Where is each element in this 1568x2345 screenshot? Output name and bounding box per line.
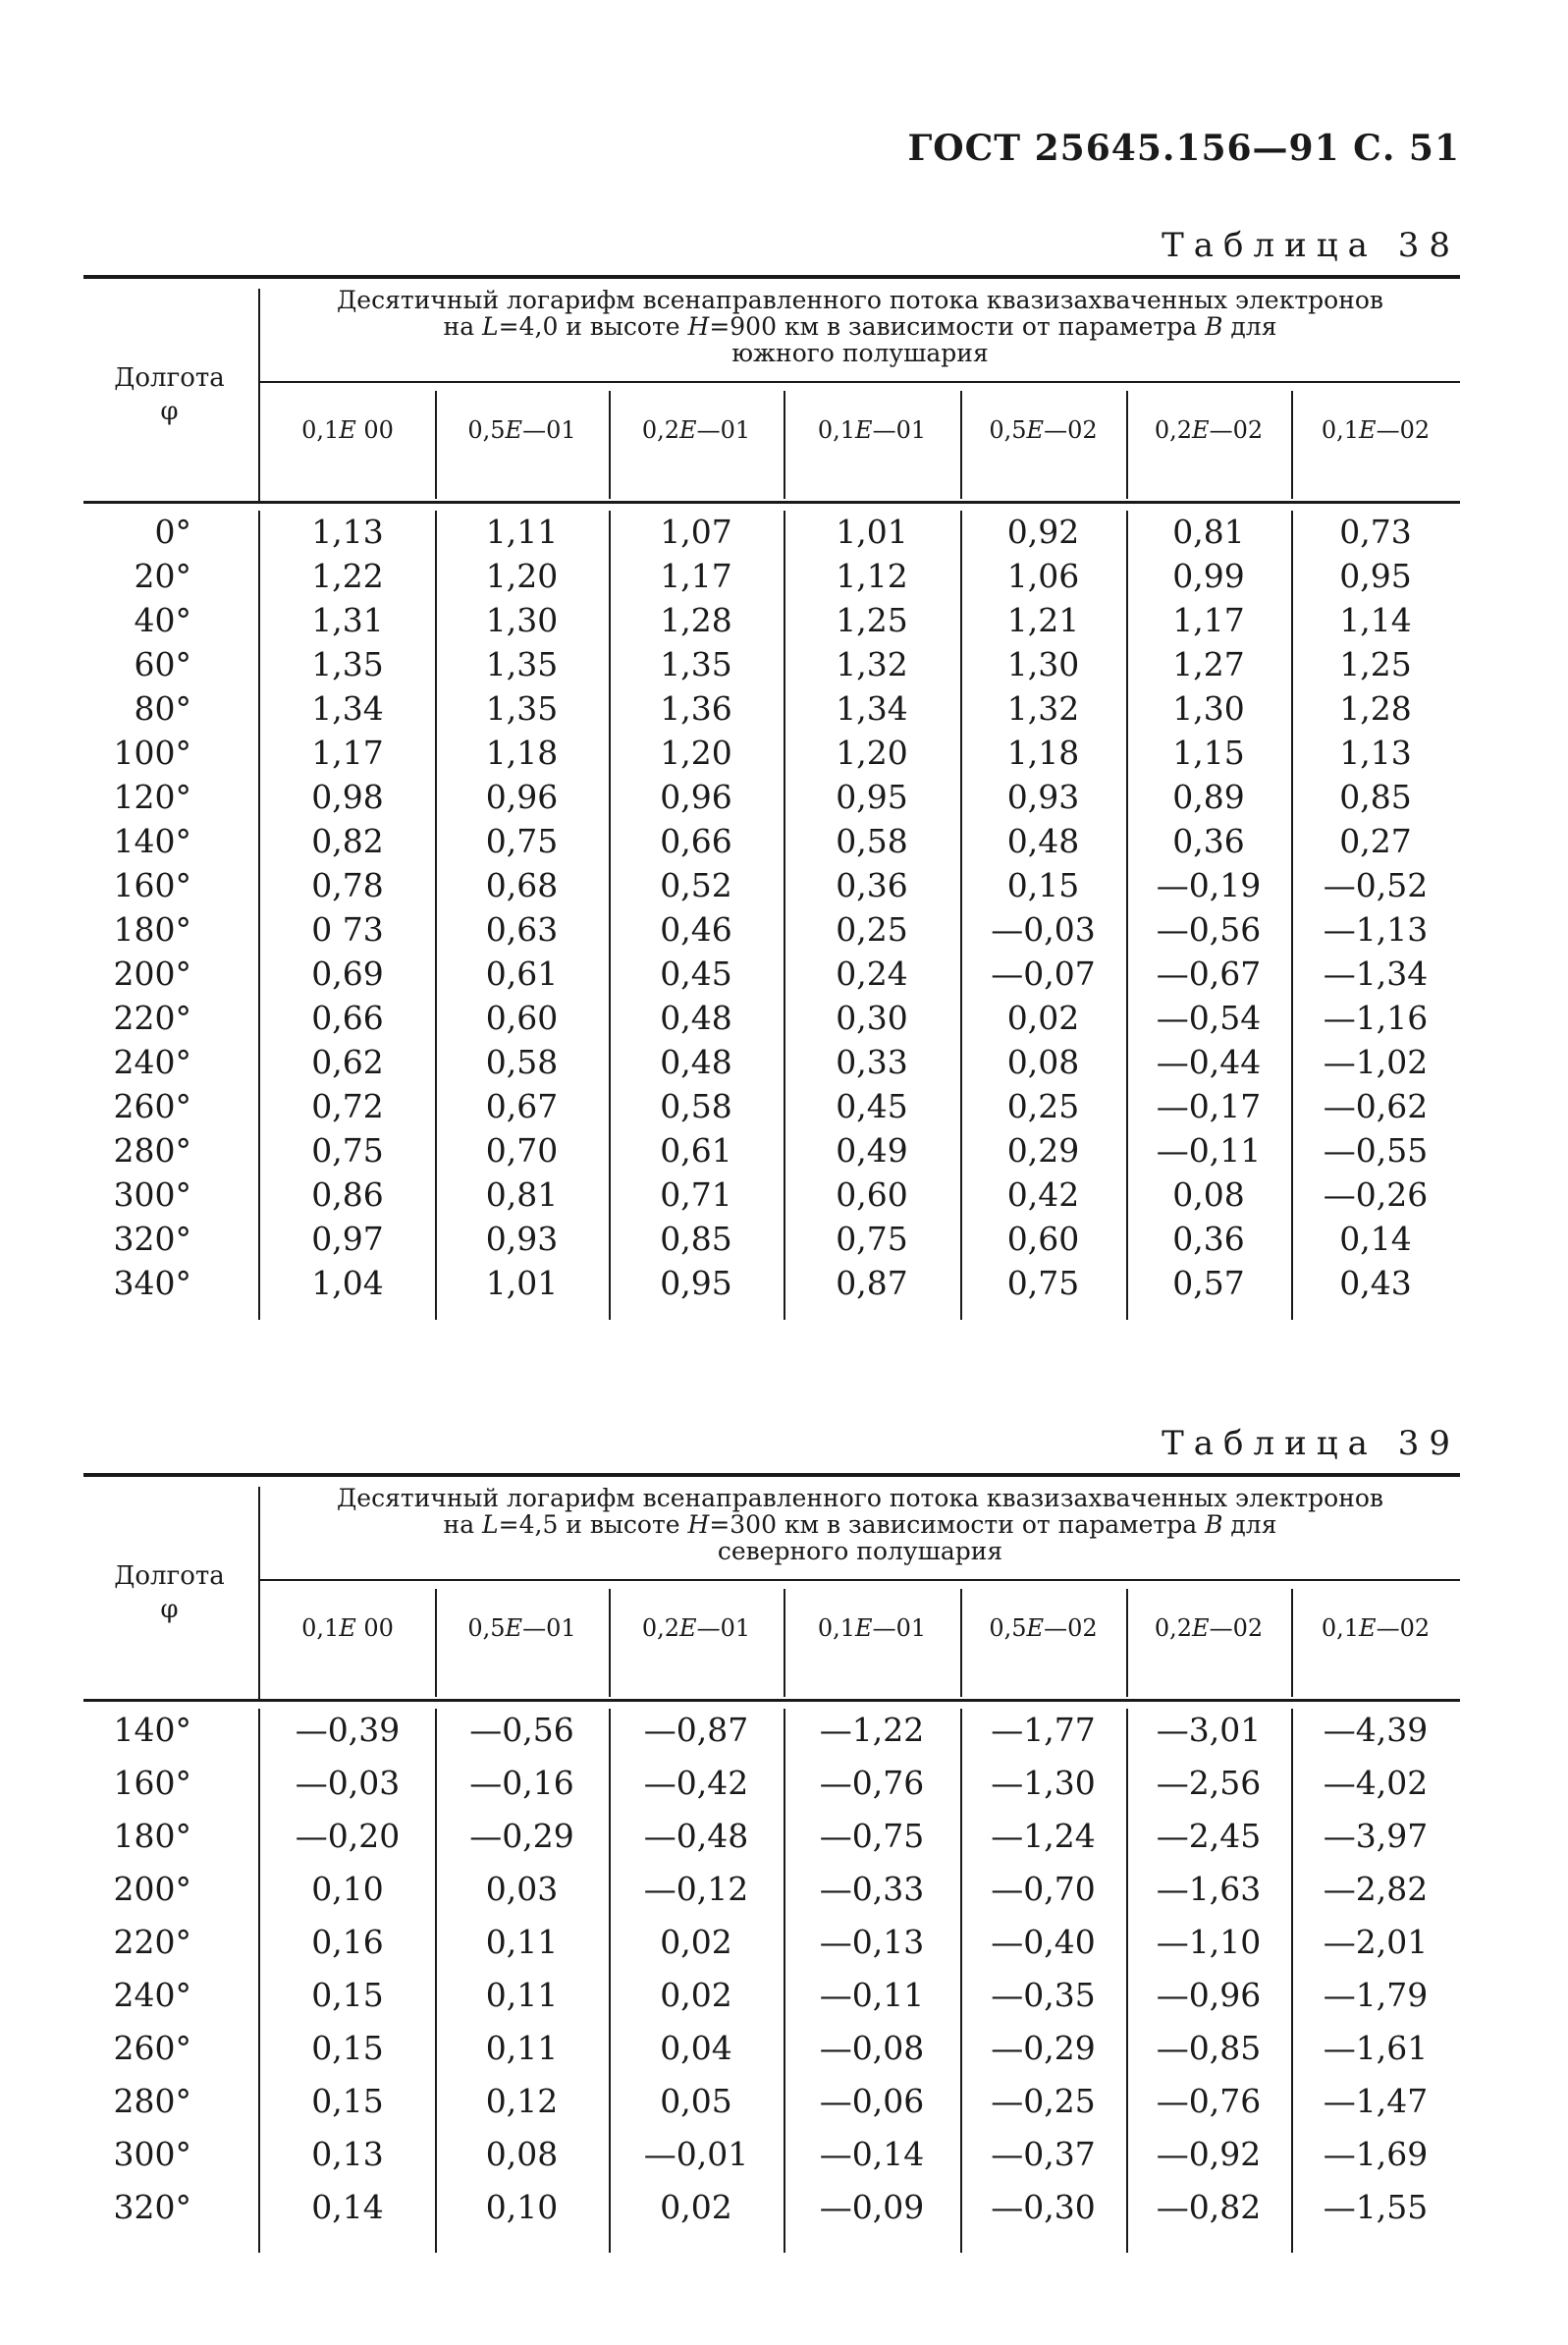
value-cell: 1,30 (1006, 645, 1080, 683)
value-cell: —0,26 (1323, 1175, 1429, 1214)
column-header: 0,1E—01 (817, 1614, 927, 1642)
value-cell: —0,30 (991, 2188, 1096, 2226)
value-cell: —0,52 (1323, 866, 1429, 904)
longitude-cell: 200° (113, 1870, 191, 1908)
value-cell: 0,87 (836, 1264, 908, 1302)
value-cell: 1,14 (1339, 601, 1412, 639)
row-header-line: Долгота (114, 363, 225, 393)
value-cell: 1,12 (836, 557, 908, 595)
column-divider (784, 391, 785, 499)
value-cell: 0,92 (1006, 513, 1080, 551)
value-cell: 0,08 (1172, 1175, 1245, 1214)
value-cell: 1,22 (311, 557, 384, 595)
value-cell: —0,87 (643, 1711, 749, 1749)
value-cell: 0,05 (660, 2082, 732, 2120)
longitude-cell: 320° (113, 2188, 191, 2226)
value-cell: 1,20 (836, 734, 908, 772)
value-cell: —0,19 (1156, 866, 1262, 904)
longitude-cell: 140° (113, 822, 191, 860)
column-header: 0,2E—02 (1154, 416, 1264, 444)
value-cell: —3,97 (1323, 1817, 1429, 1855)
value-cell: 1,15 (1172, 734, 1245, 772)
header-inner-rule (260, 1579, 1460, 1581)
value-cell: —1,24 (991, 1817, 1096, 1855)
column-header: 0,5E—02 (989, 416, 1098, 444)
longitude-cell: 0° (154, 513, 191, 551)
value-cell: —0,56 (469, 1711, 574, 1749)
longitude-cell: 320° (113, 1220, 191, 1258)
value-cell: —0,54 (1156, 999, 1262, 1037)
value-cell: 0,73 (1339, 513, 1412, 551)
value-cell: 0,93 (1006, 778, 1080, 816)
value-cell: —1,63 (1156, 1870, 1262, 1908)
column-header: 0,1E—01 (817, 416, 927, 444)
column-divider (609, 1589, 611, 1697)
header-bottom-rule (83, 1699, 1460, 1702)
value-cell: 0,57 (1172, 1264, 1245, 1302)
column-divider (609, 391, 611, 499)
value-cell: —0,44 (1156, 1043, 1262, 1081)
value-cell: 0,24 (836, 954, 908, 993)
longitude-cell: 20° (134, 557, 191, 595)
column-header: 0,2E—02 (1154, 1614, 1264, 1642)
table-38 (83, 275, 1460, 1355)
value-cell: 0,61 (660, 1131, 732, 1170)
value-cell: 1,35 (660, 645, 732, 683)
value-cell: —0,13 (819, 1923, 925, 1961)
value-cell: —0,76 (1156, 2082, 1262, 2120)
value-cell: —0,39 (295, 1711, 401, 1749)
table-description (260, 287, 1460, 366)
value-cell: 1,32 (1006, 689, 1080, 728)
value-cell: —0,16 (469, 1764, 574, 1802)
value-cell: 0,67 (485, 1087, 559, 1125)
value-cell: 0,66 (311, 999, 384, 1037)
value-cell: —0,92 (1156, 2135, 1262, 2173)
value-cell: 0,72 (311, 1087, 384, 1125)
table-top-rule (83, 1473, 1460, 1477)
value-cell: 0,95 (660, 1264, 732, 1302)
value-cell: 1,35 (485, 645, 559, 683)
value-cell: 0,60 (485, 999, 559, 1037)
value-cell: —3,01 (1156, 1711, 1262, 1749)
table-39 (83, 1473, 1460, 2249)
value-cell: 0,98 (311, 778, 384, 816)
value-cell: 1,01 (485, 1264, 559, 1302)
row-header-longitude (83, 1559, 255, 1626)
longitude-cell: 340° (113, 1264, 191, 1302)
value-cell: 0,25 (1006, 1087, 1080, 1125)
value-cell: 1,32 (836, 645, 908, 683)
value-cell: 1,17 (311, 734, 384, 772)
value-cell: 1,11 (485, 513, 559, 551)
description-line: южного полушария (731, 339, 989, 367)
header-inner-rule (260, 381, 1460, 383)
value-cell: 0,97 (311, 1220, 384, 1258)
value-cell: 0,93 (485, 1220, 559, 1258)
value-cell: 0,75 (1006, 1264, 1080, 1302)
value-cell: —0,20 (295, 1817, 401, 1855)
value-cell: —1,77 (991, 1711, 1096, 1749)
value-cell: 0,61 (485, 954, 559, 993)
description-line: на L=4,5 и высоте H=300 км в зависимости от параметра B для (443, 1510, 1277, 1539)
value-cell: 0,60 (836, 1175, 908, 1214)
column-header: 0,5E—02 (989, 1614, 1098, 1642)
value-cell: —1,30 (991, 1764, 1096, 1802)
value-cell: 0,63 (485, 910, 559, 949)
value-cell: 0,78 (311, 866, 384, 904)
value-cell: 1,20 (485, 557, 559, 595)
column-header: 0,2E—01 (641, 1614, 751, 1642)
value-cell: 0,11 (485, 1976, 559, 2014)
longitude-cell: 80° (134, 689, 191, 728)
value-cell: —0,35 (991, 1976, 1096, 2014)
value-cell: 0,96 (485, 778, 559, 816)
longitude-cell: 300° (113, 2135, 191, 2173)
value-cell: —0,08 (819, 2029, 925, 2067)
value-cell: —0,40 (991, 1923, 1096, 1961)
value-cell: —1,69 (1323, 2135, 1429, 2173)
value-cell: 0,14 (311, 2188, 384, 2226)
value-cell: 0,58 (660, 1087, 732, 1125)
value-cell: 0,96 (660, 778, 732, 816)
column-divider (435, 391, 437, 499)
value-cell: 0,58 (836, 822, 908, 860)
value-cell: 0,48 (660, 999, 732, 1037)
column-header: 0,2E—01 (641, 416, 751, 444)
value-cell: —0,76 (819, 1764, 925, 1802)
value-cell: 0,12 (485, 2082, 559, 2120)
value-cell: —1,16 (1323, 999, 1429, 1037)
row-header-longitude (83, 361, 255, 428)
value-cell: 0,11 (485, 2029, 559, 2067)
value-cell: 0,29 (1006, 1131, 1080, 1170)
value-cell: 0,15 (1006, 866, 1080, 904)
table-description (260, 1485, 1460, 1564)
value-cell: —0,12 (643, 1870, 749, 1908)
value-cell: —0,33 (819, 1870, 925, 1908)
value-cell: —0,06 (819, 2082, 925, 2120)
value-cell: 1,25 (1339, 645, 1412, 683)
value-cell: 0,11 (485, 1923, 559, 1961)
longitude-cell: 260° (113, 2029, 191, 2067)
longitude-cell: 280° (113, 1131, 191, 1170)
value-cell: —0,09 (819, 2188, 925, 2226)
longitude-cell: 220° (113, 1923, 191, 1961)
value-cell: —0,01 (643, 2135, 749, 2173)
value-cell: —0,82 (1156, 2188, 1262, 2226)
column-header: 0,1E—02 (1321, 416, 1431, 444)
value-cell: 0 73 (311, 910, 384, 949)
description-line: на L=4,0 и высоте H=900 км в зависимости от параметра B для (443, 312, 1277, 341)
table-38-caption: Таблица 38 (1162, 226, 1460, 265)
column-header: 0,5E—01 (467, 416, 576, 444)
longitude-cell: 140° (113, 1711, 191, 1749)
value-cell: —1,22 (819, 1711, 925, 1749)
value-cell: —0,55 (1323, 1131, 1429, 1170)
value-cell: —0,56 (1156, 910, 1262, 949)
longitude-cell: 160° (113, 866, 191, 904)
description-line: Десятичный логарифм всенаправленного потока квазизахваченных электронов (336, 1484, 1384, 1512)
value-cell: 1,34 (311, 689, 384, 728)
value-cell: 0,85 (660, 1220, 732, 1258)
value-cell: —0,11 (1156, 1131, 1262, 1170)
value-cell: —0,03 (991, 910, 1096, 949)
value-cell: —4,02 (1323, 1764, 1429, 1802)
value-cell: 0,58 (485, 1043, 559, 1081)
longitude-cell: 280° (113, 2082, 191, 2120)
value-cell: 0,95 (836, 778, 908, 816)
column-divider (1126, 1589, 1128, 1697)
description-line: северного полушария (717, 1537, 1003, 1565)
value-cell: 0,75 (836, 1220, 908, 1258)
value-cell: —2,82 (1323, 1870, 1429, 1908)
value-cell: 0,36 (1172, 822, 1245, 860)
value-cell: 0,36 (1172, 1220, 1245, 1258)
longitude-cell: 220° (113, 999, 191, 1037)
value-cell: 0,15 (311, 2029, 384, 2067)
value-cell: 0,16 (311, 1923, 384, 1961)
value-cell: —0,29 (469, 1817, 574, 1855)
value-cell: 0,25 (836, 910, 908, 949)
value-cell: —0,37 (991, 2135, 1096, 2173)
value-cell: —0,62 (1323, 1087, 1429, 1125)
value-cell: 0,02 (660, 1976, 732, 2014)
description-line: Десятичный логарифм всенаправленного потока квазизахваченных электронов (336, 286, 1384, 314)
value-cell: 0,03 (485, 1870, 559, 1908)
column-header: 0,1E 00 (301, 416, 394, 444)
column-divider (1291, 1589, 1293, 1697)
value-cell: —2,56 (1156, 1764, 1262, 1802)
longitude-cell: 240° (113, 1043, 191, 1081)
value-cell: 0,48 (1006, 822, 1080, 860)
value-cell: —0,96 (1156, 1976, 1262, 2014)
value-cell: 0,02 (1006, 999, 1080, 1037)
value-cell: 0,08 (485, 2135, 559, 2173)
value-cell: —0,70 (991, 1870, 1096, 1908)
value-cell: 0,86 (311, 1175, 384, 1214)
value-cell: 0,02 (660, 1923, 732, 1961)
value-cell: 1,36 (660, 689, 732, 728)
value-cell: 1,13 (1339, 734, 1412, 772)
value-cell: 0,49 (836, 1131, 908, 1170)
longitude-cell: 200° (113, 954, 191, 993)
value-cell: 1,30 (1172, 689, 1245, 728)
value-cell: 0,60 (1006, 1220, 1080, 1258)
column-divider (435, 1589, 437, 1697)
value-cell: 0,10 (311, 1870, 384, 1908)
longitude-cell: 180° (113, 1817, 191, 1855)
header-bottom-rule (83, 501, 1460, 504)
value-cell: 0,08 (1006, 1043, 1080, 1081)
column-header: 0,1E 00 (301, 1614, 394, 1642)
value-cell: 0,81 (1172, 513, 1245, 551)
value-cell: 1,34 (836, 689, 908, 728)
value-cell: 1,27 (1172, 645, 1245, 683)
value-cell: 1,28 (1339, 689, 1412, 728)
value-cell: —0,17 (1156, 1087, 1262, 1125)
value-cell: 0,10 (485, 2188, 559, 2226)
value-cell: 0,30 (836, 999, 908, 1037)
column-divider (1126, 391, 1128, 499)
value-cell: —1,34 (1323, 954, 1429, 993)
value-cell: 1,35 (485, 689, 559, 728)
value-cell: 0,15 (311, 2082, 384, 2120)
value-cell: 1,31 (311, 601, 384, 639)
value-cell: 0,75 (311, 1131, 384, 1170)
value-cell: 0,13 (311, 2135, 384, 2173)
value-cell: 0,95 (1339, 557, 1412, 595)
value-cell: 0,75 (485, 822, 559, 860)
value-cell: 0,81 (485, 1175, 559, 1214)
row-header-line: Долгота (114, 1561, 225, 1591)
value-cell: 0,48 (660, 1043, 732, 1081)
column-header: 0,1E—02 (1321, 1614, 1431, 1642)
value-cell: —0,03 (295, 1764, 401, 1802)
value-cell: —1,55 (1323, 2188, 1429, 2226)
longitude-cell: 100° (113, 734, 191, 772)
value-cell: 1,20 (660, 734, 732, 772)
value-cell: 1,17 (1172, 601, 1245, 639)
column-divider (258, 1487, 260, 1699)
value-cell: 0,62 (311, 1043, 384, 1081)
value-cell: —1,47 (1323, 2082, 1429, 2120)
value-cell: 1,35 (311, 645, 384, 683)
value-cell: 1,04 (311, 1264, 384, 1302)
value-cell: 0,99 (1172, 557, 1245, 595)
longitude-cell: 160° (113, 1764, 191, 1802)
value-cell: —2,01 (1323, 1923, 1429, 1961)
column-divider (960, 1589, 962, 1697)
value-cell: —0,85 (1156, 2029, 1262, 2067)
value-cell: 1,30 (485, 601, 559, 639)
value-cell: —0,48 (643, 1817, 749, 1855)
longitude-cell: 240° (113, 1976, 191, 2014)
longitude-cell: 260° (113, 1087, 191, 1125)
value-cell: 0,69 (311, 954, 384, 993)
column-divider (258, 289, 260, 501)
value-cell: 0,04 (660, 2029, 732, 2067)
column-header: 0,5E—01 (467, 1614, 576, 1642)
value-cell: 0,14 (1339, 1220, 1412, 1258)
value-cell: —0,25 (991, 2082, 1096, 2120)
value-cell: —1,02 (1323, 1043, 1429, 1081)
value-cell: 0,42 (1006, 1175, 1080, 1214)
row-header-phi: φ (160, 1595, 179, 1624)
value-cell: 0,43 (1339, 1264, 1412, 1302)
longitude-cell: 300° (113, 1175, 191, 1214)
value-cell: —0,67 (1156, 954, 1262, 993)
column-divider (960, 391, 962, 499)
row-header-phi: φ (160, 397, 179, 426)
table-39-caption: Таблица 39 (1162, 1424, 1460, 1463)
longitude-cell: 40° (134, 601, 191, 639)
value-cell: 1,01 (836, 513, 908, 551)
value-cell: —0,42 (643, 1764, 749, 1802)
value-cell: 0,89 (1172, 778, 1245, 816)
value-cell: 0,02 (660, 2188, 732, 2226)
value-cell: 0,45 (836, 1087, 908, 1125)
value-cell: —1,61 (1323, 2029, 1429, 2067)
value-cell: —1,10 (1156, 1923, 1262, 1961)
value-cell: —2,45 (1156, 1817, 1262, 1855)
value-cell: 0,15 (311, 1976, 384, 2014)
value-cell: —1,13 (1323, 910, 1429, 949)
value-cell: 0,27 (1339, 822, 1412, 860)
value-cell: 1,07 (660, 513, 732, 551)
page-header: ГОСТ 25645.156—91 С. 51 (907, 128, 1460, 169)
value-cell: —0,07 (991, 954, 1096, 993)
longitude-cell: 120° (113, 778, 191, 816)
value-cell: 1,25 (836, 601, 908, 639)
table-top-rule (83, 275, 1460, 279)
value-cell: 1,21 (1006, 601, 1080, 639)
value-cell: 0,70 (485, 1131, 559, 1170)
longitude-cell: 60° (134, 645, 191, 683)
value-cell: 1,13 (311, 513, 384, 551)
value-cell: —0,75 (819, 1817, 925, 1855)
column-divider (784, 1589, 785, 1697)
value-cell: 0,66 (660, 822, 732, 860)
value-cell: —4,39 (1323, 1711, 1429, 1749)
value-cell: 1,28 (660, 601, 732, 639)
value-cell: 0,71 (660, 1175, 732, 1214)
value-cell: 0,45 (660, 954, 732, 993)
value-cell: 1,18 (485, 734, 559, 772)
value-cell: 0,46 (660, 910, 732, 949)
value-cell: 1,17 (660, 557, 732, 595)
longitude-cell: 180° (113, 910, 191, 949)
value-cell: —0,11 (819, 1976, 925, 2014)
value-cell: 1,06 (1006, 557, 1080, 595)
column-divider (1291, 391, 1293, 499)
value-cell: 0,52 (660, 866, 732, 904)
value-cell: —0,29 (991, 2029, 1096, 2067)
value-cell: 0,36 (836, 866, 908, 904)
value-cell: 0,82 (311, 822, 384, 860)
value-cell: 1,18 (1006, 734, 1080, 772)
value-cell: —1,79 (1323, 1976, 1429, 2014)
value-cell: 0,33 (836, 1043, 908, 1081)
value-cell: 0,68 (485, 866, 559, 904)
value-cell: —0,14 (819, 2135, 925, 2173)
value-cell: 0,85 (1339, 778, 1412, 816)
